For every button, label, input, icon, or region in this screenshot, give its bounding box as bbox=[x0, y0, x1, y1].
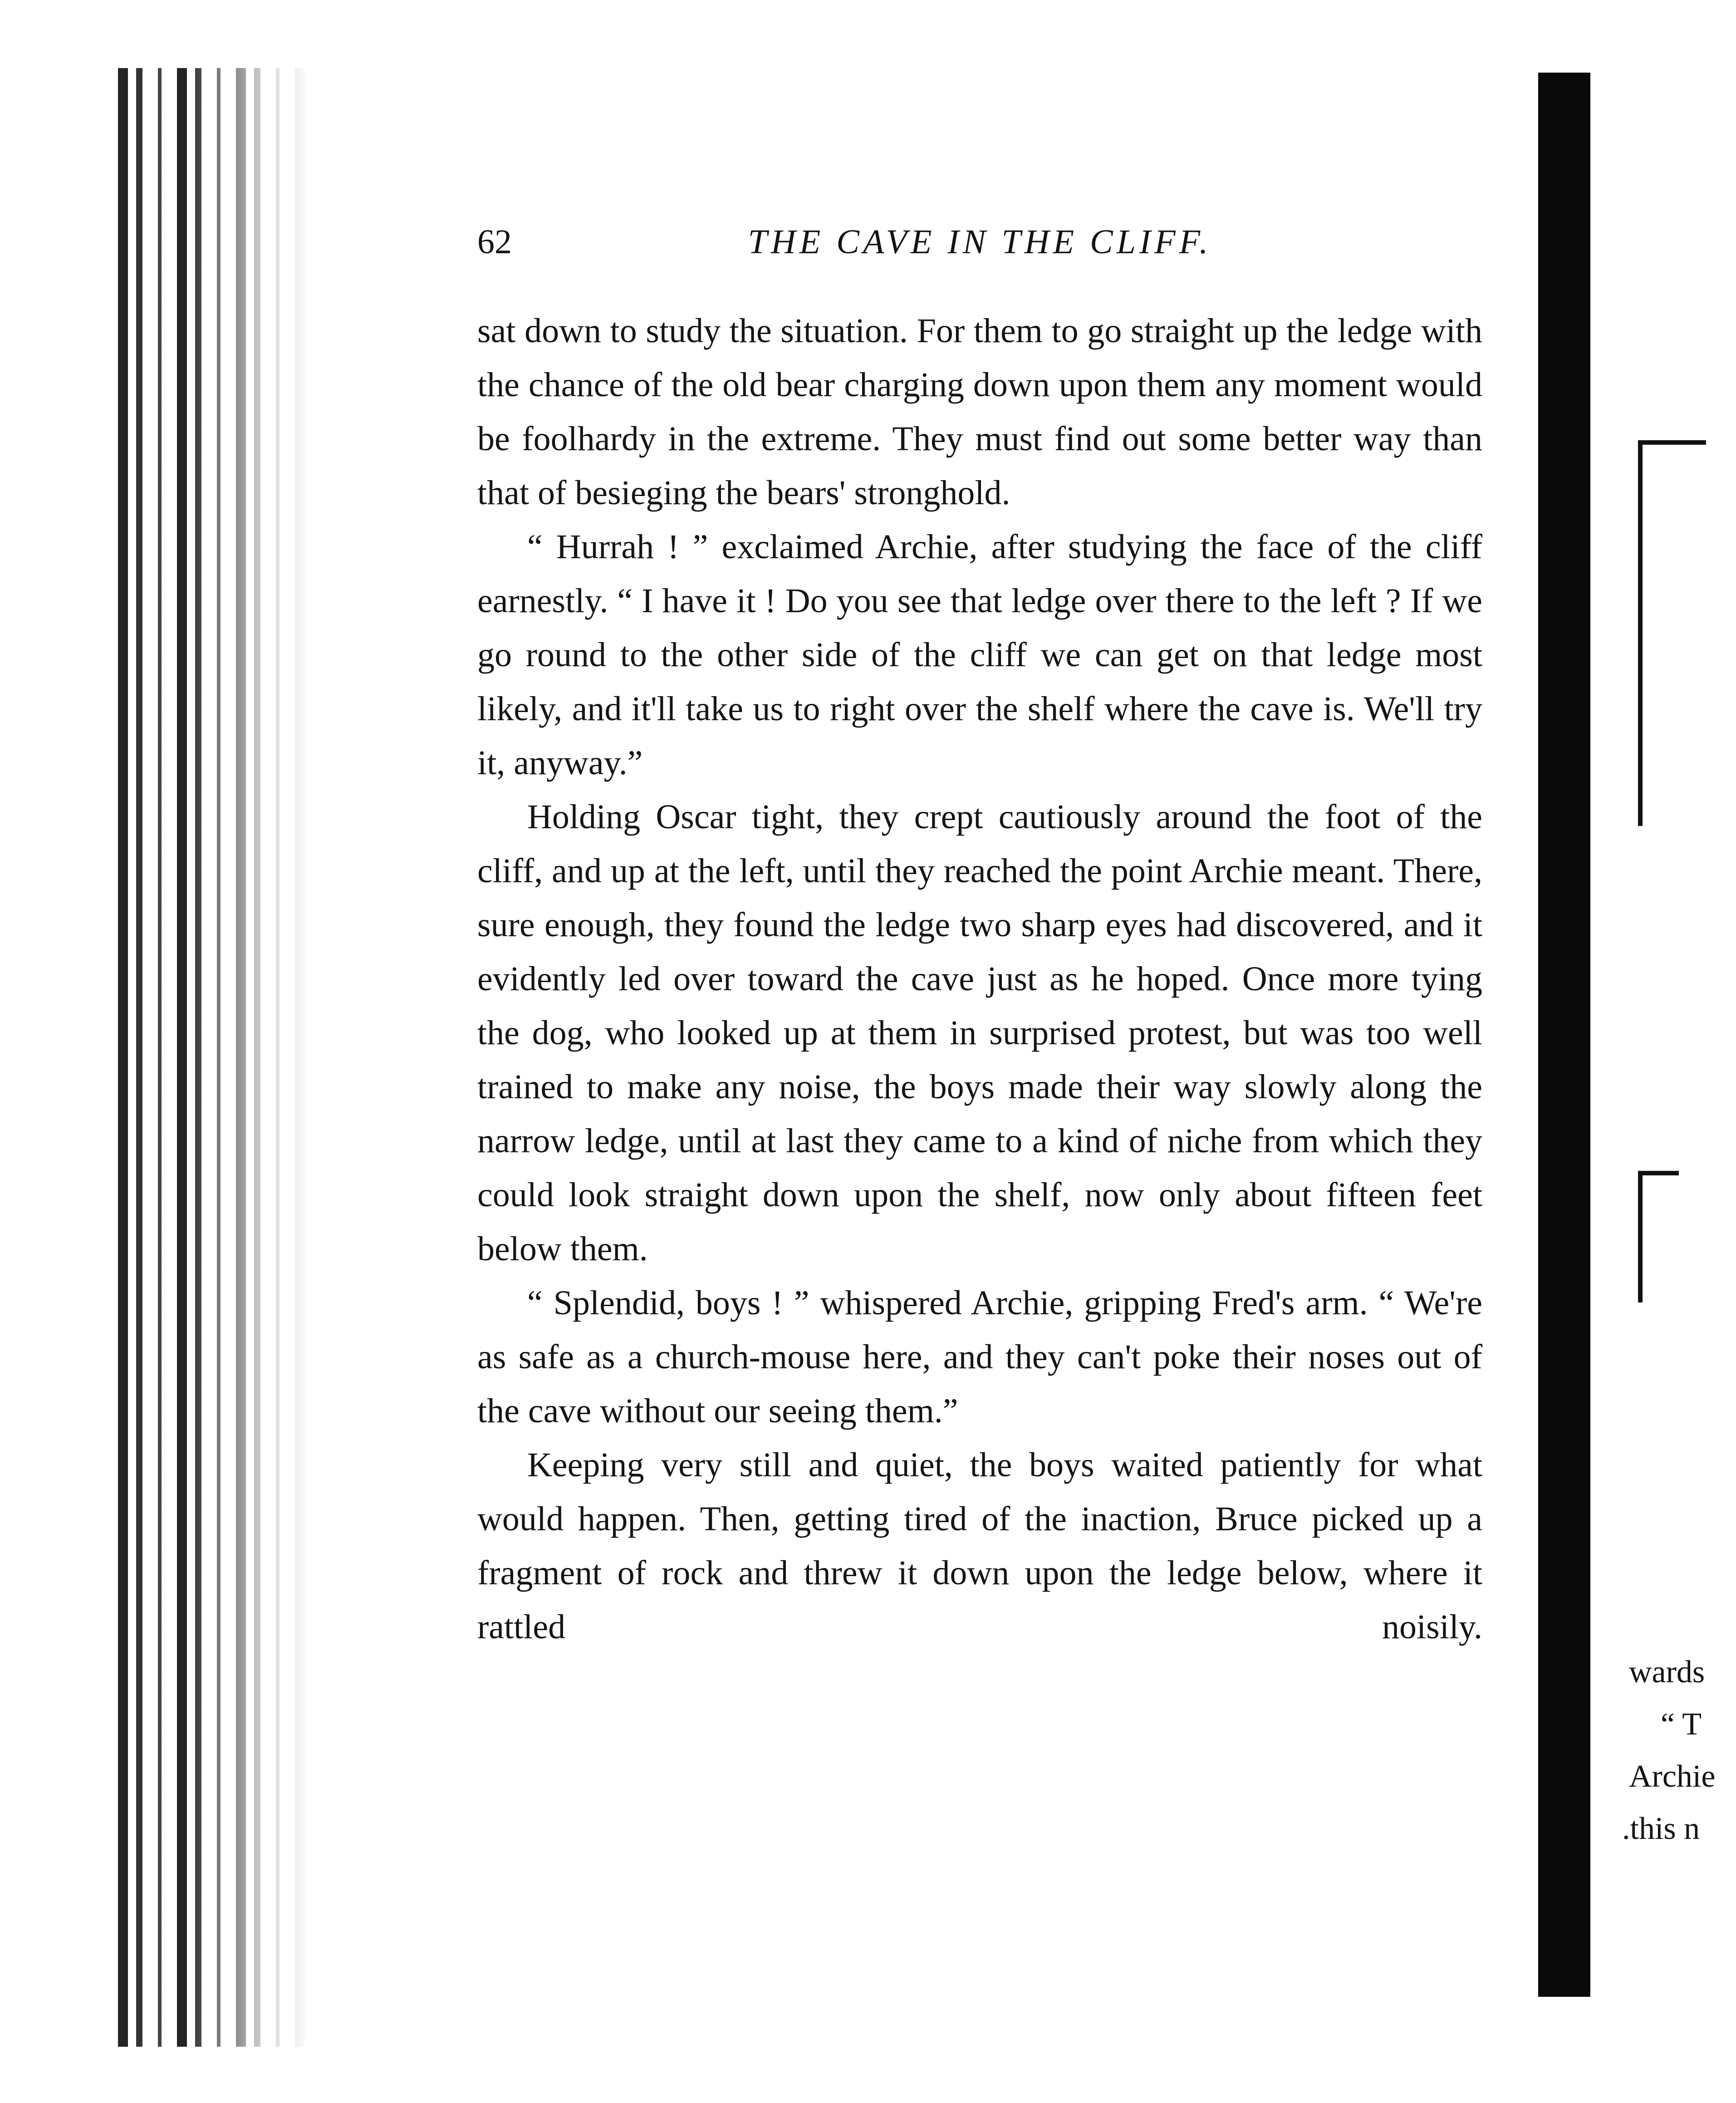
paragraph: Keeping very still and quiet, the boys waited patiently for what would happen. Then, getting tired of the inaction, Bruce picked up a fragment of rock and threw it down upon the ledge below, where it rattled noisily. bbox=[477, 1446, 1482, 1646]
adjacent-page-text: “ T bbox=[1661, 1707, 1702, 1742]
paragraph: “ Splendid, boys ! ” whispered Archie, gripping Fred's arm. “ We're as safe as a church-mouse here, and they can't poke their noses out of the cave without our seeing them.” bbox=[477, 1284, 1482, 1430]
page-header bbox=[477, 222, 1482, 263]
running-title: THE CAVE IN THE CLIFF. bbox=[748, 223, 1212, 261]
paragraph: “ Hurrah ! ” exclaimed Archie, after studying the face of the cliff earnestly. “ I have it ! Do you see that ledge over there to the left ? If we go round to the other side of the cliff we can get on that ledge most likely, and it'll take us to right over the shelf where the cave is. We'll try it, anyway.” bbox=[477, 528, 1482, 782]
adjacent-page-mark bbox=[1638, 1171, 1679, 1302]
adjacent-page-text: Archie bbox=[1629, 1759, 1716, 1794]
adjacent-page-mark bbox=[1638, 440, 1706, 826]
adjacent-page-text: wards bbox=[1629, 1655, 1705, 1690]
paragraph: sat down to study the situation. For them to go straight up the ledge with the chance of the old bear charging down upon them any moment would be foolhardy in the extreme. They must find out some better way than that of besieging the bears' stronghold. bbox=[477, 312, 1482, 512]
paragraph: Holding Oscar tight, they crept cautiously around the foot of the cliff, and up at the left, until they reached the point Archie meant. There, sure enough, they found the ledge two sharp eyes had discovered, and it evidently led over toward the cave just as he hoped. Once more tying the dog, who looked up at them in surprised protest, but was too well trained to make any noise, the boys made their way slowly along the narrow ledge, until at last they came to a kind of niche from which they could look straight down upon the shelf, now only about fifteen feet below them. bbox=[477, 798, 1482, 1268]
page-body bbox=[477, 304, 1482, 1654]
adjacent-page-text: .this n bbox=[1622, 1811, 1700, 1846]
page-number: 62 bbox=[477, 223, 512, 261]
left-binding-fade bbox=[191, 68, 309, 2047]
right-binding-edge bbox=[1538, 73, 1590, 1997]
